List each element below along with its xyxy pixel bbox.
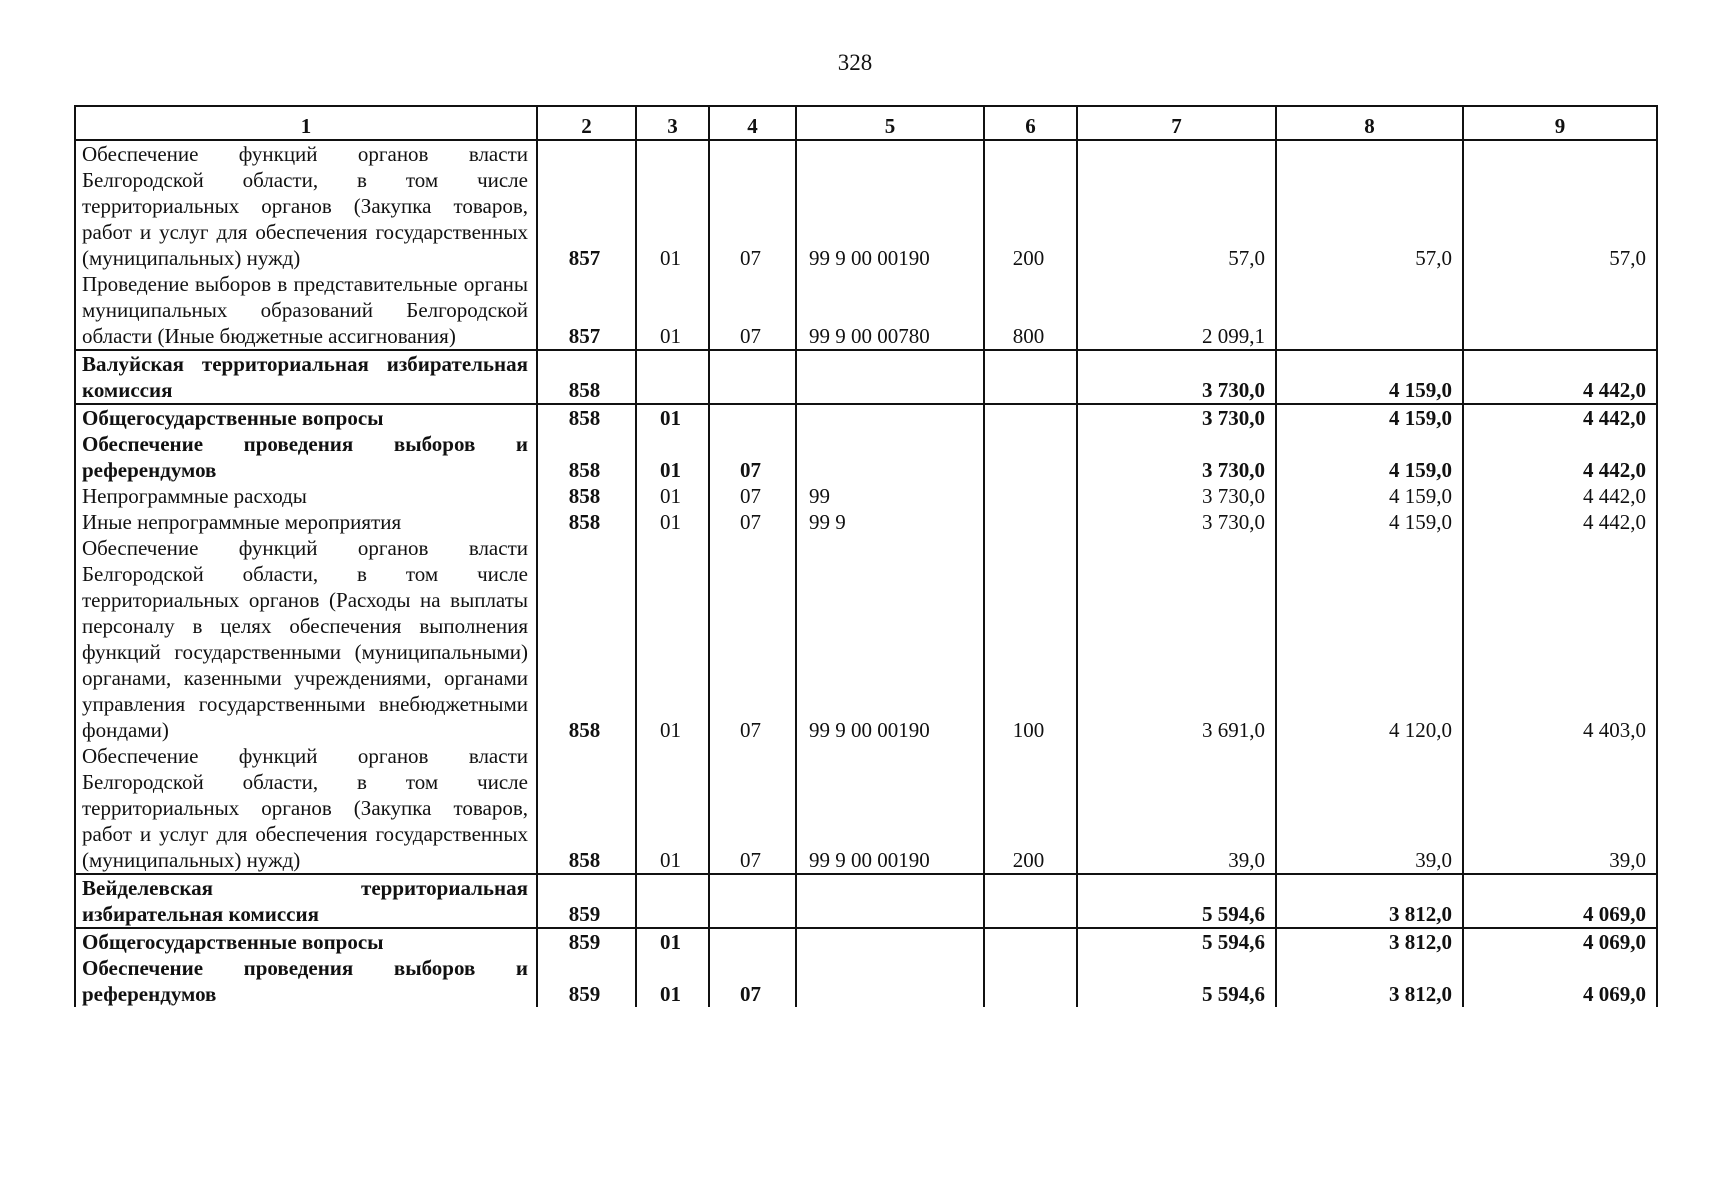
cell-col4: 07 — [709, 509, 796, 535]
cell-col6 — [984, 350, 1077, 404]
cell-col3: 01 — [636, 483, 709, 509]
column-header: 6 — [984, 106, 1077, 140]
cell-col2: 858 — [537, 535, 636, 743]
table-row — [75, 509, 1657, 535]
cell-col7: 5 594,6 — [1077, 955, 1276, 1007]
cell-col7: 2 099,1 — [1077, 271, 1276, 350]
page-number: 328 — [837, 50, 873, 75]
cell-col7: 39,0 — [1077, 743, 1276, 874]
cell-col3: 01 — [636, 928, 709, 955]
table-row — [75, 928, 1657, 955]
cell-col9: 4 442,0 — [1463, 483, 1657, 509]
cell-col6: 200 — [984, 743, 1077, 874]
cell-col7: 3 730,0 — [1077, 431, 1276, 483]
row-name: Обеспечение функций органов власти Белгородской области, в том числе территориальных органов (Закупка товаров, работ и услуг для обеспечения государственных (муниципальных) нужд) — [75, 140, 537, 271]
cell-col2: 859 — [537, 928, 636, 955]
cell-col6 — [984, 509, 1077, 535]
row-name: Проведение выборов в представительные органы муниципальных образований Белгородской области (Иные бюджетные ассигнования) — [75, 271, 537, 350]
column-header: 5 — [796, 106, 984, 140]
cell-col3: 01 — [636, 140, 709, 271]
cell-col7: 3 691,0 — [1077, 535, 1276, 743]
cell-col2: 858 — [537, 404, 636, 431]
table-row — [75, 535, 1657, 743]
cell-col8: 4 159,0 — [1276, 509, 1463, 535]
cell-col2: 858 — [537, 483, 636, 509]
cell-col4: 07 — [709, 431, 796, 483]
cell-col5 — [796, 874, 984, 928]
cell-col9: 4 442,0 — [1463, 350, 1657, 404]
cell-col6 — [984, 955, 1077, 1007]
cell-col4: 07 — [709, 140, 796, 271]
row-name: Непрограммные расходы — [75, 483, 537, 509]
cell-col9: 57,0 — [1463, 140, 1657, 271]
row-name: Обеспечение проведения выборов и референдумов — [75, 955, 537, 1007]
cell-col8: 39,0 — [1276, 743, 1463, 874]
cell-col8: 4 159,0 — [1276, 350, 1463, 404]
cell-col5: 99 — [796, 483, 984, 509]
row-name: Общегосударственные вопросы — [75, 404, 537, 431]
cell-col5 — [796, 404, 984, 431]
header-row — [75, 106, 1657, 140]
cell-col6 — [984, 874, 1077, 928]
cell-col8: 3 812,0 — [1276, 928, 1463, 955]
cell-col7: 3 730,0 — [1077, 350, 1276, 404]
cell-col4: 07 — [709, 535, 796, 743]
table-row — [75, 743, 1657, 874]
column-header: 4 — [709, 106, 796, 140]
cell-col2: 857 — [537, 140, 636, 271]
cell-col5: 99 9 00 00190 — [796, 535, 984, 743]
cell-col5: 99 9 00 00190 — [796, 743, 984, 874]
row-name: Валуйская территориальная избирательная комиссия — [75, 350, 537, 404]
cell-col6: 100 — [984, 535, 1077, 743]
cell-col3: 01 — [636, 955, 709, 1007]
cell-col5 — [796, 431, 984, 483]
column-header: 3 — [636, 106, 709, 140]
cell-col2: 859 — [537, 874, 636, 928]
row-name: Иные непрограммные мероприятия — [75, 509, 537, 535]
cell-col4 — [709, 350, 796, 404]
cell-col2: 858 — [537, 743, 636, 874]
table-row — [75, 874, 1657, 928]
cell-col8: 4 159,0 — [1276, 483, 1463, 509]
column-header: 9 — [1463, 106, 1657, 140]
cell-col3: 01 — [636, 404, 709, 431]
cell-col9: 4 069,0 — [1463, 874, 1657, 928]
cell-col4: 07 — [709, 955, 796, 1007]
table-row — [75, 431, 1657, 483]
column-header: 7 — [1077, 106, 1276, 140]
cell-col7: 3 730,0 — [1077, 509, 1276, 535]
cell-col6: 200 — [984, 140, 1077, 271]
cell-col7: 5 594,6 — [1077, 928, 1276, 955]
cell-col9: 4 442,0 — [1463, 404, 1657, 431]
cell-col8: 4 120,0 — [1276, 535, 1463, 743]
cell-col6 — [984, 928, 1077, 955]
row-name: Обеспечение функций органов власти Белгородской области, в том числе территориальных органов (Закупка товаров, работ и услуг для обеспечения государственных (муниципальных) нужд) — [75, 743, 537, 874]
cell-col8: 4 159,0 — [1276, 431, 1463, 483]
table-row — [75, 140, 1657, 271]
cell-col9: 4 069,0 — [1463, 928, 1657, 955]
cell-col7: 57,0 — [1077, 140, 1276, 271]
cell-col2: 858 — [537, 350, 636, 404]
cell-col4: 07 — [709, 271, 796, 350]
cell-col8: 57,0 — [1276, 140, 1463, 271]
cell-col6 — [984, 404, 1077, 431]
cell-col8: 3 812,0 — [1276, 955, 1463, 1007]
cell-col9: 4 442,0 — [1463, 431, 1657, 483]
row-name: Обеспечение проведения выборов и референдумов — [75, 431, 537, 483]
table-row — [75, 483, 1657, 509]
cell-col9: 4 403,0 — [1463, 535, 1657, 743]
cell-col2: 857 — [537, 271, 636, 350]
cell-col4 — [709, 404, 796, 431]
cell-col3: 01 — [636, 743, 709, 874]
row-name: Обеспечение функций органов власти Белгородской области, в том числе территориальных органов (Расходы на выплаты персоналу в целях обеспечения выполнения функций государственными (муниципальными) органами, казенными учреждениями, органами управления государственными внебюджетными фондами) — [75, 535, 537, 743]
cell-col4: 07 — [709, 743, 796, 874]
cell-col3: 01 — [636, 509, 709, 535]
cell-col2: 858 — [537, 509, 636, 535]
cell-col3: 01 — [636, 431, 709, 483]
cell-col4 — [709, 874, 796, 928]
cell-col3 — [636, 350, 709, 404]
cell-col3: 01 — [636, 271, 709, 350]
column-header: 8 — [1276, 106, 1463, 140]
cell-col3 — [636, 874, 709, 928]
row-name: Общегосударственные вопросы — [75, 928, 537, 955]
cell-col4: 07 — [709, 483, 796, 509]
row-name: Вейделевская территориальная избирательная комиссия — [75, 874, 537, 928]
budget-table — [74, 105, 1658, 1007]
cell-col9: 39,0 — [1463, 743, 1657, 874]
cell-col4 — [709, 928, 796, 955]
cell-col8 — [1276, 271, 1463, 350]
table-row — [75, 404, 1657, 431]
cell-col2: 858 — [537, 431, 636, 483]
column-header: 2 — [537, 106, 636, 140]
cell-col6 — [984, 431, 1077, 483]
cell-col8: 4 159,0 — [1276, 404, 1463, 431]
cell-col8: 3 812,0 — [1276, 874, 1463, 928]
cell-col5 — [796, 350, 984, 404]
cell-col2: 859 — [537, 955, 636, 1007]
column-header: 1 — [75, 106, 537, 140]
cell-col7: 5 594,6 — [1077, 874, 1276, 928]
table-row — [75, 271, 1657, 350]
cell-col9: 4 069,0 — [1463, 955, 1657, 1007]
cell-col5 — [796, 928, 984, 955]
cell-col9 — [1463, 271, 1657, 350]
cell-col5 — [796, 955, 984, 1007]
table-row — [75, 350, 1657, 404]
cell-col6 — [984, 483, 1077, 509]
cell-col3: 01 — [636, 535, 709, 743]
cell-col5: 99 9 00 00780 — [796, 271, 984, 350]
cell-col9: 4 442,0 — [1463, 509, 1657, 535]
cell-col7: 3 730,0 — [1077, 483, 1276, 509]
cell-col5: 99 9 00 00190 — [796, 140, 984, 271]
table-row — [75, 955, 1657, 1007]
cell-col6: 800 — [984, 271, 1077, 350]
cell-col7: 3 730,0 — [1077, 404, 1276, 431]
cell-col5: 99 9 — [796, 509, 984, 535]
